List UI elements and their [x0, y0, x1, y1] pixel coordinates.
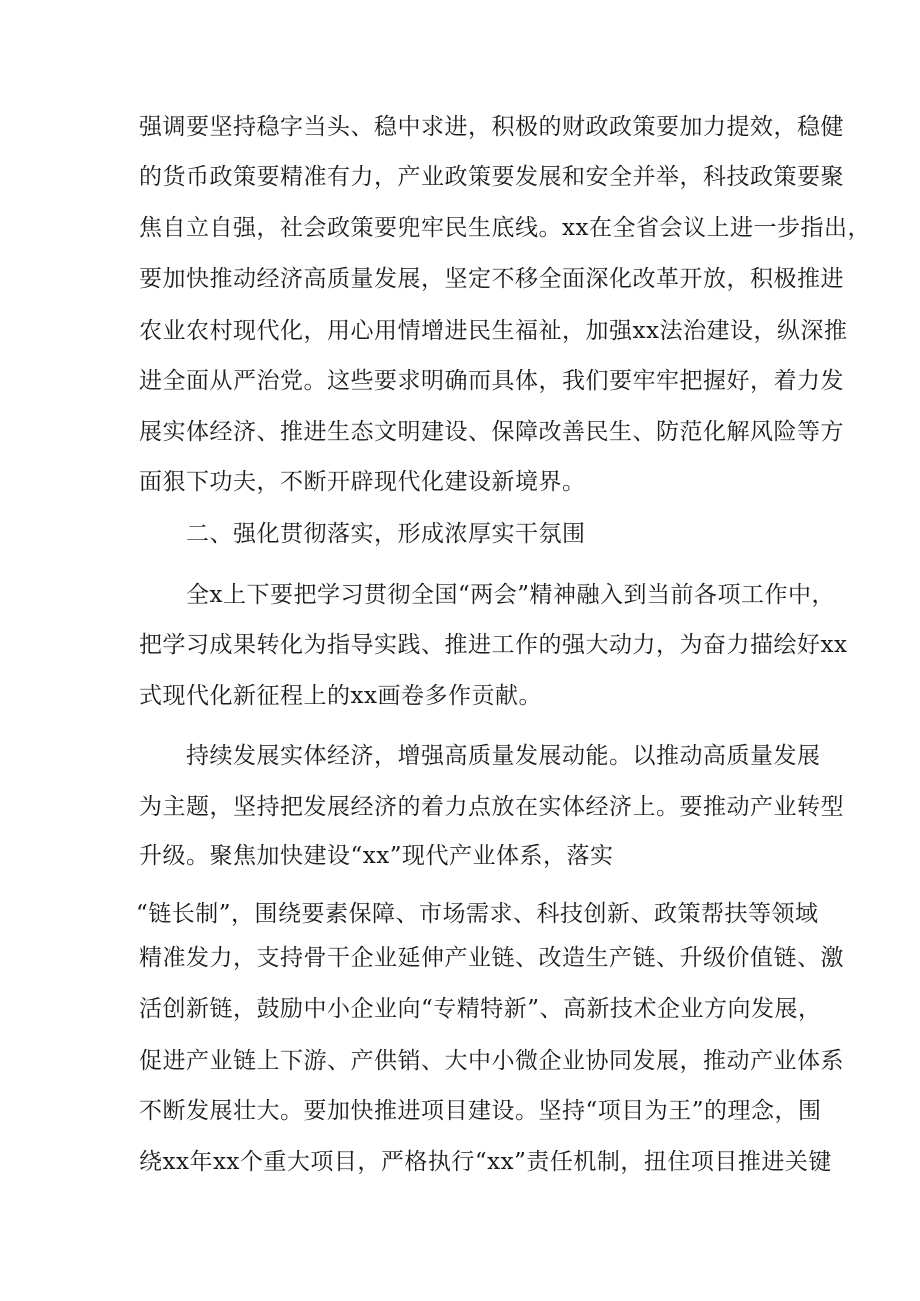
paragraph-line: 绕xx年xx个重大项目，严格执行“xx”责任机制，扭住项目推进关键 [139, 1149, 832, 1175]
paragraph-line: 展实体经济、推进生态文明建设、保障改善民生、防范化解风险等方 [139, 419, 844, 445]
paragraph-line: 要加快推动经济高质量发展，坚定不移全面深化改革开放，积极推进 [139, 266, 844, 292]
paragraph-line: 活创新链，鼓励中小企业向“专精特新”、高新技术企业方向发展， [139, 996, 822, 1022]
paragraph-line: “链长制”，围绕要素保障、市场需求、科技创新、政策帮扶等领域 [136, 901, 819, 927]
paragraph-line: 全x上下要把学习贯彻全国“两会”精神融入到当前各项工作中， [186, 582, 835, 608]
paragraph-line: 进全面从严治党。这些要求明确而具体，我们要牢牢把握好，着力发 [139, 368, 844, 394]
paragraph-line: 强调要坚持稳字当头、稳中求进，积极的财政政策要加力提效，稳健 [139, 114, 844, 140]
paragraph-line: 升级。聚焦加快建设“xx”现代产业体系，落实 [139, 843, 614, 869]
paragraph-line: 持续发展实体经济，增强高质量发展动能。以推动高质量发展 [186, 743, 821, 769]
paragraph-line: 精准发力，支持骨干企业延伸产业链、改造生产链、升级价值链、激 [139, 945, 844, 971]
paragraph-line: 不断发展壮大。要加快推进项目建设。坚持“项目为王”的理念，围 [139, 1098, 822, 1124]
paragraph-line: 把学习成果转化为指导实践、推进工作的强大动力，为奋力描绘好xx [139, 632, 848, 658]
paragraph-line: 为主题，坚持把发展经济的着力点放在实体经济上。要推动产业转型 [139, 794, 844, 820]
paragraph-line: 的货币政策要精准有力，产业政策要发展和安全并举，科技政策要聚 [139, 164, 844, 190]
paragraph-line: 农业农村现代化，用心用情增进民生福祉，加强xx法治建设，纵深推 [139, 318, 848, 344]
paragraph-line: 式现代化新征程上的xx画卷多作贡献。 [139, 683, 542, 709]
paragraph-line: 促进产业链上下游、产供销、大中小微企业协同发展，推动产业体系 [139, 1048, 844, 1074]
section-heading: 二、强化贯彻落实，形成浓厚实干氛围 [186, 521, 586, 547]
paragraph-line: 焦自立自强，社会政策要兜牢民生底线。xx在全省会议上进一步指出， [139, 215, 871, 241]
paragraph-line: 面狠下功夫，不断开辟现代化建设新境界。 [139, 469, 586, 495]
